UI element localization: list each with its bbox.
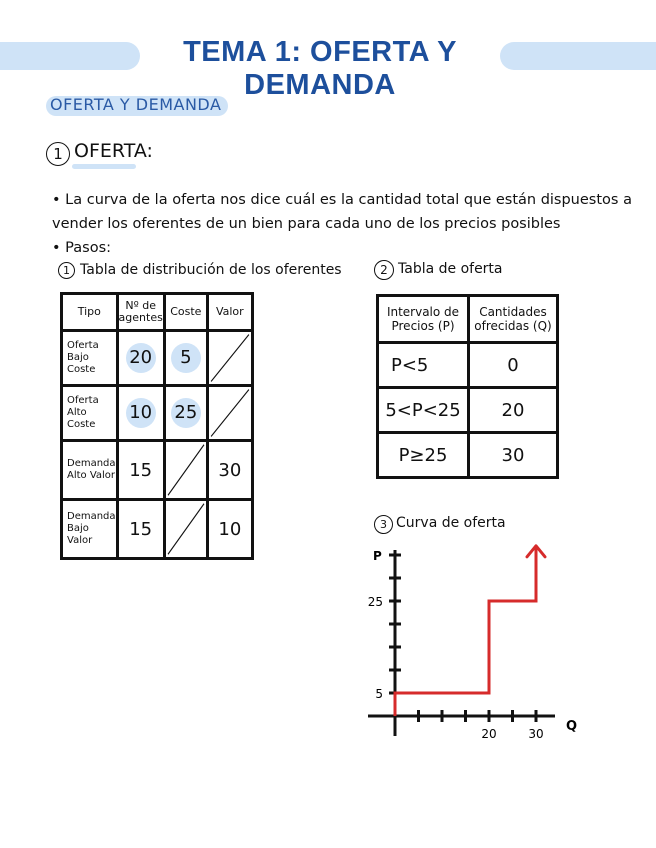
agentes-value: 15 [117,441,164,500]
cantidad-cell: 0 [469,343,558,388]
agentes-value: 15 [117,500,164,559]
distribution-table [60,292,254,560]
coste-cell-empty [164,441,207,500]
table-row [62,386,253,441]
definition-text: La curva de la oferta nos dice cuál es la cantidad total que están dispuestos a vender los oferentes de un bien para cada uno de los precios posibles [52,192,632,232]
agentes-cell [117,331,164,386]
title-highlight-left [0,42,140,70]
table-row [62,331,253,386]
header-cell-valor: Valor [207,294,252,331]
x-tick-label-20: 20 [481,727,497,741]
step1-label: Tabla de distribución de los oferentes [80,262,342,278]
table-header-row [62,294,253,331]
valor-value: 10 [207,500,252,559]
y-tick-label-5: 5 [375,687,383,701]
row-label: Oferta Alto Coste [62,386,118,441]
supply-curve-chart [340,540,600,750]
intervalo-cell: P<5 [378,343,469,388]
row-label: Demanda Alto Valor [62,441,118,500]
intervalo-cell: 5<P<25 [378,388,469,433]
header-cell-agentes: Nº de agentes [117,294,164,331]
cross-out-line [166,442,206,498]
agentes-cell [117,386,164,441]
step2-label: Tabla de oferta [398,261,503,277]
table-row [62,500,253,559]
cross-out-line [166,501,206,557]
bullet-steps [52,236,111,260]
section-number: 1 [46,142,70,166]
bullet-dot: • [52,192,66,208]
coste-cell [164,386,207,441]
table-row [378,388,558,433]
supply-curve-line [395,546,536,716]
coste-value: 5 [171,343,201,373]
x-axis-label: Q [566,719,578,734]
agentes-value: 10 [126,398,156,428]
row-label: Demanda Bajo Valor [62,500,118,559]
step3-label: Curva de oferta [396,515,506,531]
step2-number: 2 [374,260,394,280]
y-axis-label: P [373,549,382,563]
title-highlight-right [500,42,656,70]
x-tick-label-30: 30 [528,727,544,741]
section-title: OFERTA: [74,140,153,162]
table-row [62,441,253,500]
bullet-dot: • [52,240,66,256]
bullet-definition [52,188,642,236]
valor-cell-empty [207,386,252,441]
steps-text: Pasos: [65,240,112,256]
intervalo-cell: P≥25 [378,433,469,478]
coste-value: 25 [171,398,201,428]
cross-out-line [209,387,251,439]
cantidad-cell: 20 [469,388,558,433]
y-tick-label-25: 25 [367,595,383,609]
section-title-underline [72,164,136,169]
supply-table [376,294,559,479]
header-cell-cantidad: Cantidades ofrecidas (Q) [469,296,558,343]
row-label: Oferta Bajo Coste [62,331,118,386]
step3-number: 3 [374,515,393,534]
step1-number: 1 [58,262,75,279]
page-subtitle: OFERTA Y DEMANDA [50,95,222,114]
coste-cell-empty [164,500,207,559]
valor-value: 30 [207,441,252,500]
header-cell-intervalo: Intervalo de Precios (P) [378,296,469,343]
page-title: TEMA 1: OFERTA Y DEMANDA [183,36,457,101]
table-row [378,433,558,478]
table-row [378,343,558,388]
header-cell-coste: Coste [164,294,207,331]
cantidad-cell: 30 [469,433,558,478]
table-header-row [378,296,558,343]
agentes-value: 20 [126,343,156,373]
cross-out-line [209,332,251,384]
valor-cell-empty [207,331,252,386]
header-cell-tipo: Tipo [62,294,118,331]
coste-cell [164,331,207,386]
